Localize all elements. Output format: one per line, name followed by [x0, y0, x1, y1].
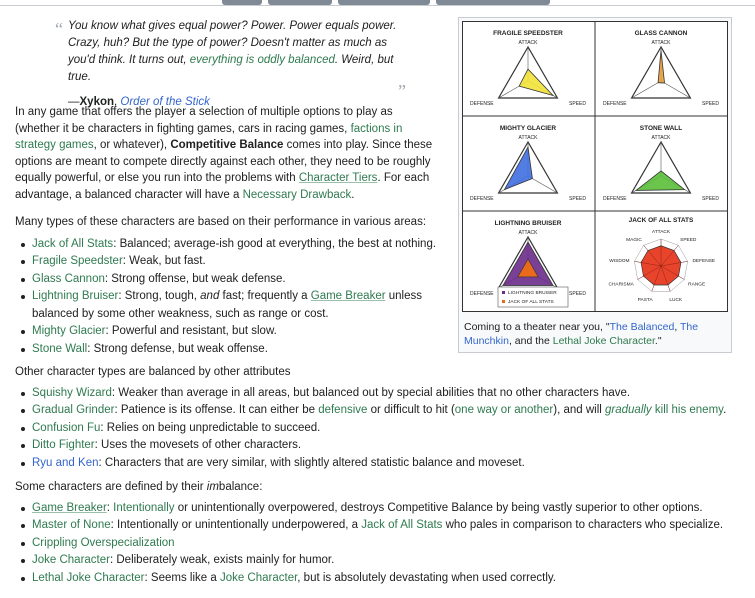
tab-4[interactable]	[436, 0, 550, 5]
open-quote-icon: “	[55, 19, 63, 39]
caption-text: Coming to a theater near you, "	[464, 321, 610, 333]
item-desc: : Weaker than average in all areas, but balanced out by special abilities that no other characters have.	[111, 386, 631, 399]
panel-title: GLASS CANNON	[634, 30, 688, 37]
item-desc: : Powerful and resistant, but slow.	[105, 325, 277, 337]
list-item	[32, 385, 735, 403]
axis-label-attack: ATTACK	[651, 40, 671, 46]
item-desc: : Strong offense, but weak defense.	[104, 272, 286, 285]
list-item	[32, 570, 735, 588]
link-one-way-or-another[interactable]: one way or another	[454, 404, 554, 416]
axis-label-speed: SPEED	[569, 291, 586, 297]
item-desc: : Characters that are very similar, with slightly altered statistic balance and moveset.	[98, 456, 525, 469]
close-quote-icon: ”	[398, 81, 406, 101]
page-quote	[55, 18, 415, 108]
item-desc: : Uses the movesets of other characters.	[94, 439, 302, 451]
tab-bar-rule	[0, 5, 755, 6]
panel-title: LIGHTNING BRUISER	[494, 220, 562, 227]
item-emphasis: and	[200, 290, 220, 302]
text: comes into play. Since these options are meant to compete directly against each other, they need to be roughly equally powerful, or else you run into the problems with	[15, 139, 433, 184]
jack-axis-label: SPEED	[680, 238, 697, 244]
stat-type-list	[15, 236, 445, 359]
item-desc: who pales in comparison to characters who specialize.	[442, 519, 724, 531]
link-text: kill his enemy	[651, 404, 724, 416]
quote-source-link[interactable]: Order of the Stick	[120, 96, 210, 108]
imbalance-type-list	[15, 500, 735, 588]
quote-author: Xykon	[79, 96, 115, 108]
axis-label-defense: DEFENSE	[470, 101, 494, 107]
section-lead-emphasis: im	[206, 481, 219, 493]
intro-paragraph	[15, 104, 440, 203]
list-item	[32, 288, 445, 323]
item-desc: : Seems like a	[144, 571, 220, 584]
text: , or whatever),	[93, 139, 171, 151]
list-item	[32, 253, 445, 271]
top-tab-bar	[0, 0, 755, 6]
jack-axis-label: CHARISMA	[608, 282, 634, 288]
item-desc: or difficult to hit (	[367, 404, 455, 416]
section-lead: balance:	[218, 481, 263, 493]
item-desc: or unintentionally overpowered, destroys Competitive Balance by being vastly superior to other options.	[174, 501, 703, 514]
tab-3[interactable]	[338, 0, 430, 5]
link-ditto-fighter[interactable]: Ditto Fighter	[32, 439, 95, 451]
panel-title: JACK OF ALL STATS	[628, 217, 694, 224]
item-desc: unless balanced by some other weakness, such as range or cost.	[32, 290, 422, 320]
jack-axis-label: ATTACK	[651, 230, 671, 235]
jack-axis-label: WISDOM	[609, 258, 630, 264]
axis-label-attack: ATTACK	[518, 135, 538, 141]
character-types-figure	[458, 17, 732, 353]
link-mighty-glacier[interactable]: Mighty Glacier	[32, 325, 106, 337]
axis-label-defense: DEFENSE	[470, 196, 494, 202]
legend-entry: JACK OF ALL STATS	[508, 300, 554, 305]
quote-link[interactable]: everything is oddly balanced	[189, 54, 335, 66]
item-desc: ), and will	[553, 404, 606, 416]
tab-2[interactable]	[268, 0, 332, 5]
quote-text-part: You know what gives equal power? Power. Power equals power. Crazy, huh? But the type of power? Doesn't matter as much as you'd think. It turns out,	[68, 20, 397, 66]
axis-label-attack: ATTACK	[518, 40, 538, 46]
legend-entry: LIGHTNING BRUISER	[508, 291, 557, 296]
axis-label-speed: SPEED	[569, 196, 586, 202]
figure-caption	[464, 320, 726, 348]
link-squishy-wizard[interactable]: Squishy Wizard	[32, 386, 112, 399]
link-jack-of-all-stats[interactable]: Jack of All Stats	[32, 237, 114, 250]
link-gradually-kill[interactable]	[605, 404, 723, 416]
link-ryu-and-ken[interactable]: Ryu and Ken	[32, 456, 99, 469]
item-desc: : Strong defense, but weak offense.	[87, 342, 268, 355]
link-game-breaker[interactable]: Game Breaker	[310, 290, 386, 302]
link-factions[interactable]: factions in strategy games	[15, 122, 403, 151]
axis-label-defense: DEFENSE	[470, 291, 494, 297]
axis-label-defense: DEFENSE	[603, 196, 627, 202]
panel-title: MIGHTY GLACIER	[499, 125, 557, 132]
link-necessary-drawback[interactable]: Necessary Drawback	[242, 188, 352, 201]
section-lead: Some characters are defined by their	[15, 481, 207, 493]
link-defensive[interactable]: defensive	[318, 404, 368, 416]
axis-label-speed: SPEED	[569, 101, 586, 107]
link-joke-character[interactable]: Joke Character	[32, 554, 110, 566]
list-item	[32, 437, 735, 455]
quote-text	[68, 18, 403, 86]
list-item	[32, 517, 735, 535]
jack-axis-label: MAGIC	[626, 238, 642, 244]
axis-label-speed: SPEED	[702, 196, 719, 202]
list-item	[32, 341, 445, 359]
list-item	[32, 552, 735, 570]
link-the-balanced[interactable]: The Balanced	[609, 321, 675, 333]
link-gradual-grinder[interactable]: Gradual Grinder	[32, 404, 115, 416]
link-game-breaker[interactable]: Game Breaker	[32, 501, 107, 514]
jack-axis-label: DEFENSE	[692, 258, 716, 264]
section-imbalance	[15, 479, 735, 587]
link-glass-cannon[interactable]: Glass Cannon	[32, 272, 105, 285]
jack-axis-label: RANGE	[688, 282, 706, 288]
section-stats	[15, 214, 445, 358]
item-desc: : Weak, but fast.	[122, 255, 206, 267]
axis-label-attack: ATTACK	[518, 230, 538, 236]
link-lethal-joke-character[interactable]: Lethal Joke Character	[552, 335, 655, 347]
legend-swatch	[502, 300, 505, 303]
quote-text-part: . Weird, but true.	[68, 54, 394, 83]
item-desc: fast; frequently a	[219, 290, 311, 302]
link-lethal-joke-character[interactable]: Lethal Joke Character	[32, 571, 145, 584]
link-fragile-speedster[interactable]: Fragile Speedster	[32, 255, 123, 267]
attribute-type-list	[15, 385, 735, 473]
legend-swatch	[502, 291, 505, 294]
caption-text: ."	[654, 335, 662, 347]
caption-text: , and the	[508, 335, 553, 347]
panel-title: STONE WALL	[639, 125, 683, 132]
panel-title: FRAGILE SPEEDSTER	[493, 30, 563, 37]
item-desc: : Patience is its offense. It can either be	[114, 404, 319, 416]
section-lead: Other character types are balanced by other attributes	[15, 366, 291, 378]
link-joke-character[interactable]: Joke Character	[219, 571, 298, 584]
item-desc: : Balanced; average-ish good at everything, the best at nothing.	[113, 237, 437, 250]
axis-label-attack: ATTACK	[651, 135, 671, 141]
text: In any game that offers the player a selection of multiple options to play as (whether it be characters in fighting games, cars in racing games,	[15, 106, 393, 135]
list-item	[32, 535, 735, 553]
item-desc: , but is absolutely devastating when used correctly.	[297, 571, 556, 584]
section-lead: Many types of these characters are based on their performance in various areas:	[15, 216, 427, 228]
link-lightning-bruiser[interactable]: Lightning Bruiser	[32, 290, 119, 302]
link-intentionally[interactable]: Intentionally	[113, 501, 175, 514]
jack-axis-label: LUCK	[669, 297, 683, 303]
link-jack-of-all-stats[interactable]: Jack of All Stats	[361, 519, 443, 531]
item-desc: : Relies on being unpredictable to succeed.	[100, 421, 321, 434]
quote-separator: ,	[114, 96, 121, 108]
text: . For each advantage, a balanced character will have a	[15, 172, 430, 201]
item-desc: : Deliberately weak, exists mainly for humor.	[109, 554, 335, 566]
jack-axis-label: PASTA	[637, 297, 653, 303]
link-character-tiers[interactable]: Character Tiers	[298, 172, 378, 184]
item-desc: :	[106, 501, 114, 514]
list-item	[32, 420, 735, 438]
axis-label-speed: SPEED	[702, 101, 719, 107]
list-item	[32, 455, 735, 473]
link-confusion-fu[interactable]: Confusion Fu	[32, 421, 101, 434]
axis-label-defense: DEFENSE	[603, 101, 627, 107]
item-desc: : Strong, tough,	[118, 290, 201, 302]
list-item	[32, 500, 735, 518]
link-the-munchkin[interactable]: The Munchkin	[464, 321, 699, 347]
text: .	[351, 188, 355, 201]
bold-term: Competitive Balance	[170, 139, 284, 151]
section-other-attributes	[15, 364, 735, 472]
list-item	[32, 236, 445, 254]
link-master-of-none[interactable]: Master of None	[32, 519, 111, 531]
stat-chart-grid	[462, 21, 728, 317]
item-desc: .	[723, 404, 727, 416]
list-item	[32, 402, 735, 420]
link-stone-wall[interactable]: Stone Wall	[32, 342, 88, 355]
link-emphasis: gradually	[605, 404, 652, 416]
tab-1[interactable]	[222, 0, 262, 5]
list-item	[32, 271, 445, 289]
caption-text: ,	[674, 321, 681, 333]
list-item	[32, 323, 445, 341]
link-crippling-overspecialization[interactable]: Crippling Overspecialization	[32, 536, 175, 549]
quote-dash: —	[68, 96, 80, 108]
item-desc: : Intentionally or unintentionally underpowered, a	[110, 519, 362, 531]
